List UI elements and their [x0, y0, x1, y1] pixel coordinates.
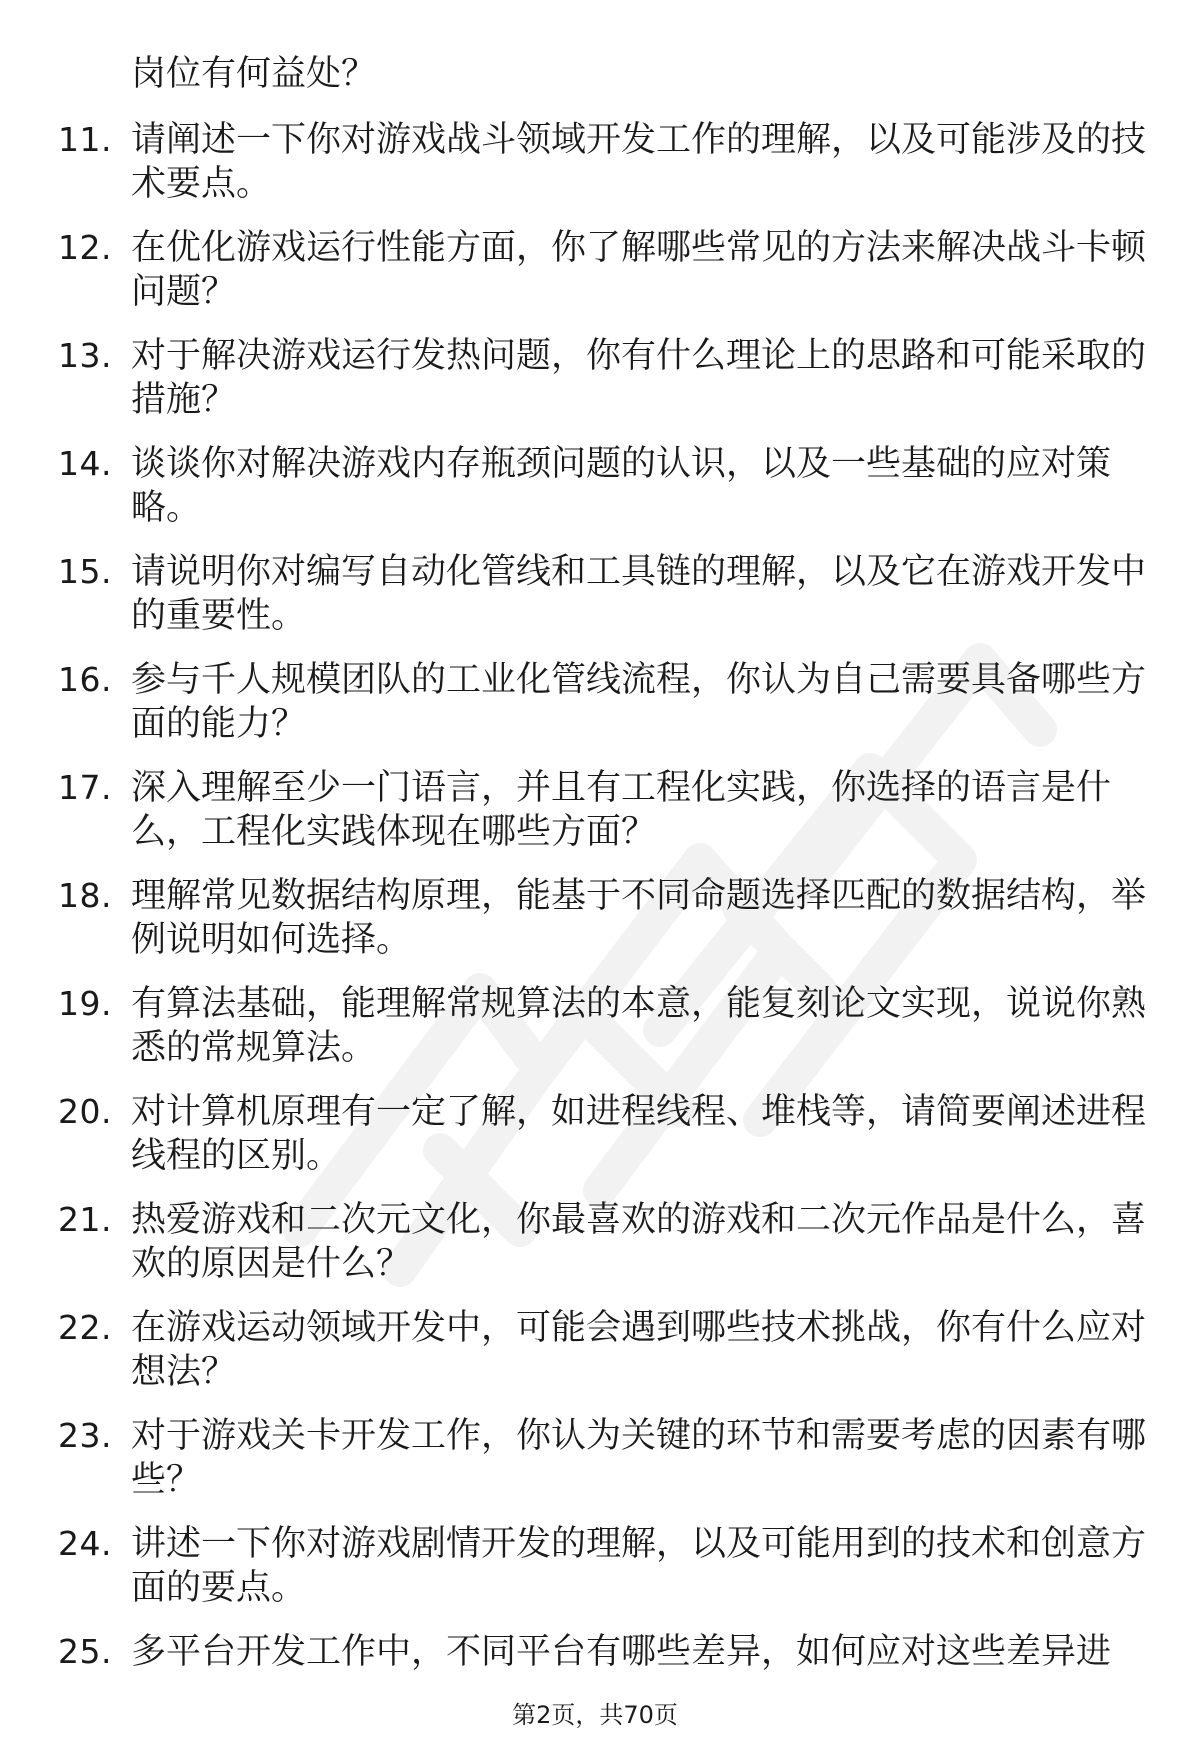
- question-item: [0, 1090, 1190, 1198]
- question-text: 参与千人规模团队的工业化管线流程，你认为自己需要具备哪些方面的能力？: [131, 660, 1147, 744]
- question-number: 17.: [58, 768, 112, 807]
- question-item: [0, 874, 1190, 982]
- question-text: 在游戏运动领域开发中，可能会遇到哪些技术挑战，你有什么应对想法？: [131, 1308, 1147, 1392]
- question-text: 在优化游戏运行性能方面，你了解哪些常见的方法来解决战斗卡顿问题？: [131, 228, 1147, 312]
- question-number: 21.: [58, 1200, 112, 1239]
- question-item: [0, 550, 1190, 658]
- question-number: 25.: [58, 1632, 112, 1671]
- question-number: 23.: [58, 1416, 112, 1455]
- question-text: 谈谈你对解决游戏内存瓶颈问题的认识，以及一些基础的应对策略。: [131, 444, 1112, 528]
- question-item: [0, 118, 1190, 226]
- question-number: 19.: [58, 984, 112, 1023]
- question-item: [0, 1198, 1190, 1306]
- question-text: 多平台开发工作中，不同平台有哪些差异，如何应对这些差异进: [131, 1632, 1112, 1672]
- question-text: 热爱游戏和二次元文化，你最喜欢的游戏和二次元作品是什么，喜欢的原因是什么？: [131, 1200, 1147, 1284]
- page-footer: 第2页，共70页: [512, 1701, 678, 1729]
- question-number: 16.: [58, 660, 112, 699]
- question-number: 14.: [58, 444, 112, 483]
- question-item: [0, 442, 1190, 550]
- question-text: 对于解决游戏运行发热问题，你有什么理论上的思路和可能采取的措施？: [131, 336, 1147, 420]
- question-number: 24.: [58, 1524, 112, 1563]
- question-number: 12.: [58, 228, 112, 267]
- question-text: 理解常见数据结构原理，能基于不同命题选择匹配的数据结构，举例说明如何选择。: [131, 876, 1147, 960]
- question-text: 有算法基础，能理解常规算法的本意，能复刻论文实现，说说你熟悉的常规算法。: [131, 984, 1147, 1068]
- question-item: [0, 982, 1190, 1090]
- question-item: [0, 334, 1190, 442]
- question-text: 对于游戏关卡开发工作，你认为关键的环节和需要考虑的因素有哪些？: [131, 1416, 1147, 1500]
- question-list: [0, 118, 1190, 1738]
- question-text: 请阐述一下你对游戏战斗领域开发工作的理解，以及可能涉及的技术要点。: [131, 120, 1147, 204]
- continuation-text: 岗位有何益处？: [131, 54, 377, 94]
- question-text: 对计算机原理有一定了解，如进程线程、堆栈等，请简要阐述进程线程的区别。: [131, 1092, 1147, 1176]
- question-item: [0, 766, 1190, 874]
- question-item: [0, 658, 1190, 766]
- question-item: [0, 226, 1190, 334]
- question-item: [0, 1306, 1190, 1414]
- question-number: 20.: [58, 1092, 112, 1131]
- question-number: 22.: [58, 1308, 112, 1347]
- question-item: [0, 1414, 1190, 1522]
- question-item: [0, 1522, 1190, 1630]
- question-number: 11.: [58, 120, 112, 159]
- question-number: 15.: [58, 552, 112, 591]
- question-number: 13.: [58, 336, 112, 375]
- question-text: 讲述一下你对游戏剧情开发的理解，以及可能用到的技术和创意方面的要点。: [131, 1524, 1147, 1608]
- question-text: 请说明你对编写自动化管线和工具链的理解，以及它在游戏开发中的重要性。: [131, 552, 1147, 636]
- question-number: 18.: [58, 876, 112, 915]
- question-text: 深入理解至少一门语言，并且有工程化实践，你选择的语言是什么，工程化实践体现在哪些方面？: [131, 768, 1112, 852]
